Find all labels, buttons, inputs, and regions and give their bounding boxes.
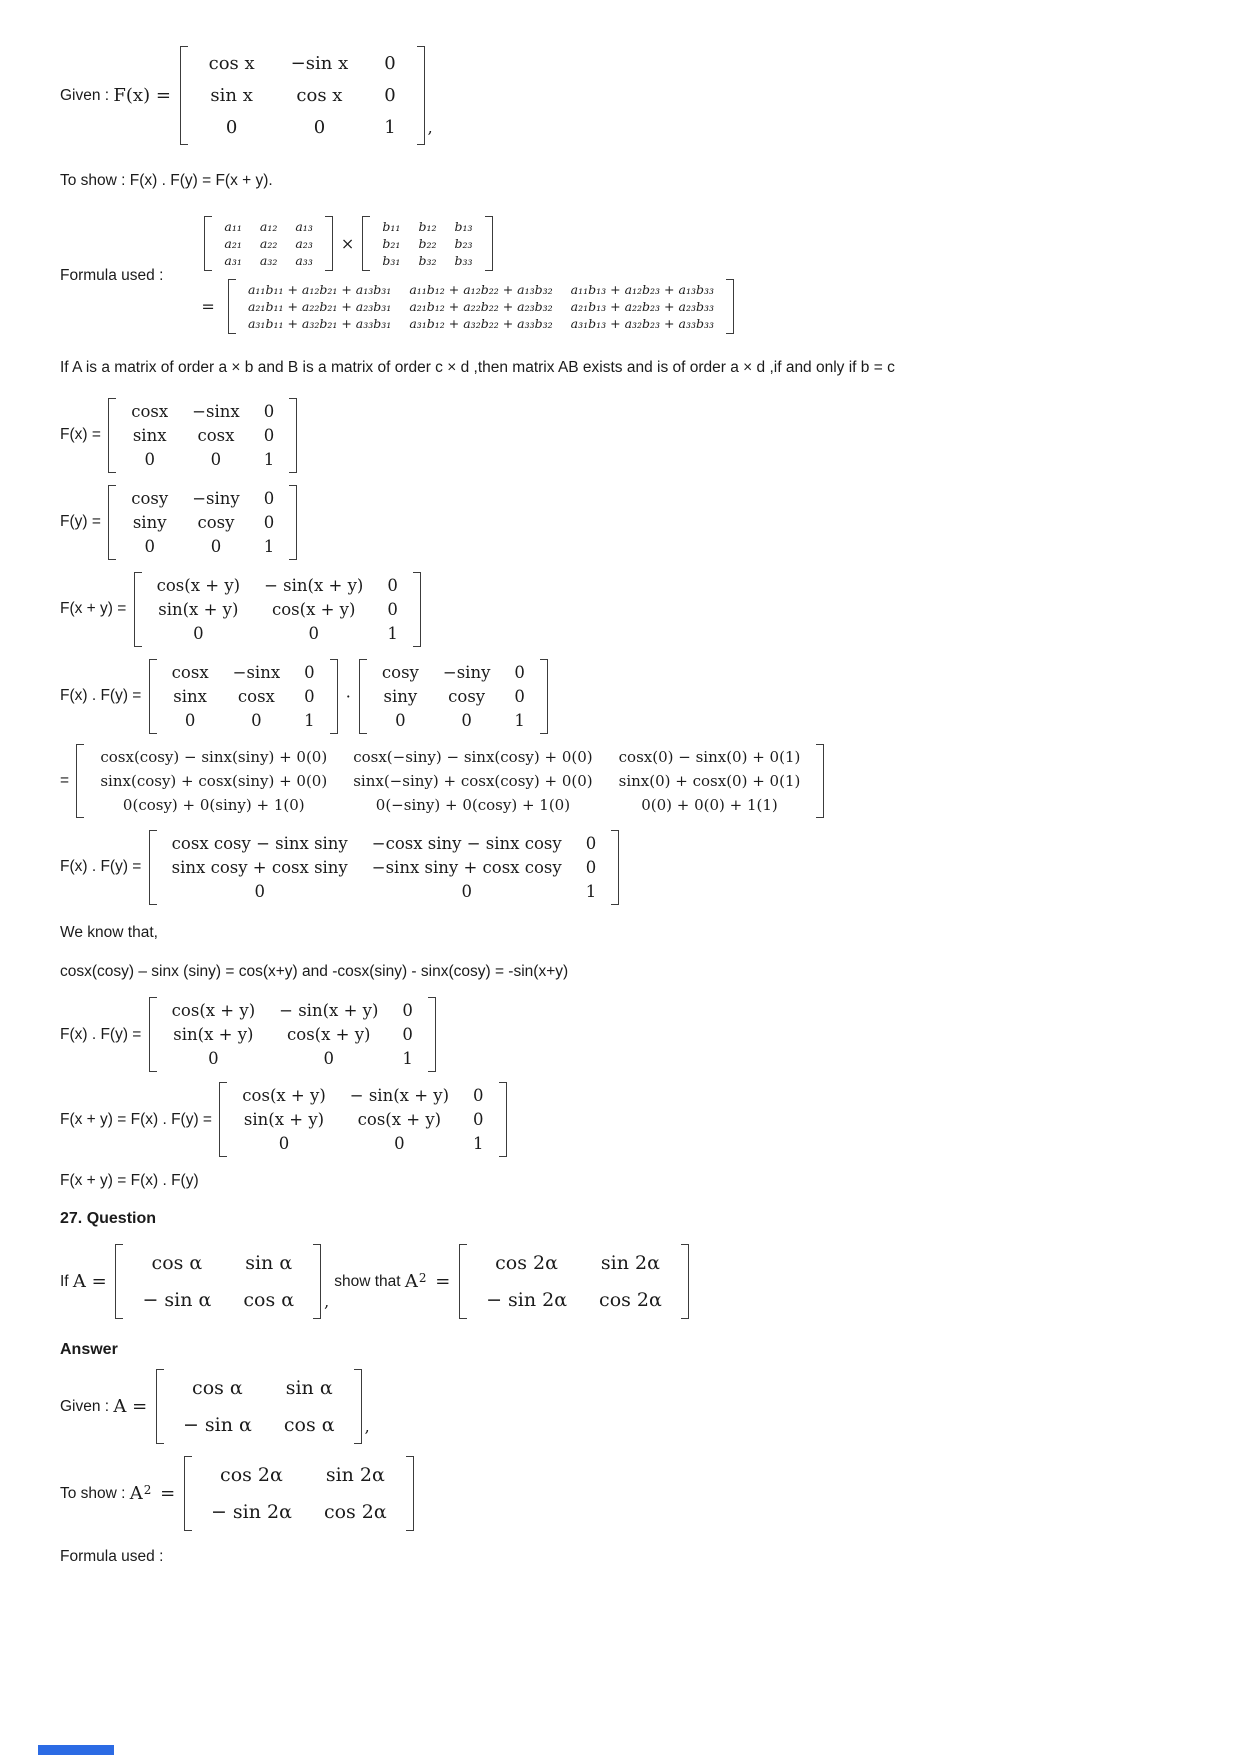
matrix-cell: 0 — [585, 857, 597, 877]
matrix-cell: 0 — [144, 449, 155, 469]
matrix-right-bracket — [681, 1244, 689, 1319]
matrix-left-bracket — [359, 659, 367, 734]
equation-given-a — [60, 1369, 1182, 1444]
equation-text: F(x) . F(y) = — [60, 687, 146, 704]
matrix — [149, 997, 436, 1072]
matrix-cells — [188, 46, 417, 145]
matrix-cell: −siny — [192, 488, 240, 508]
matrix-cell: cos α — [283, 1414, 335, 1437]
to-show-line: To show : F(x) . F(y) = F(x + y). — [60, 172, 273, 189]
equation-text: To show : — [60, 1484, 130, 1502]
matrix-cells — [157, 659, 330, 734]
matrix-cell: 0(0) + 0(0) + 1(1) — [641, 795, 778, 814]
matrix-cell: sin x — [210, 85, 253, 106]
equation-matrix-product-definition — [201, 216, 737, 271]
matrix-cell: cos x — [296, 85, 343, 106]
answer-heading: Answer — [60, 1341, 118, 1359]
matrix-cell: 1 — [402, 1049, 413, 1068]
matrix-cell: 0 — [473, 1110, 484, 1129]
trig-identity-line: cosx(cosy) – sinx (siny) = cos(x+y) and -cosx(siny) - sinx(cosy) = -sin(x+y) — [60, 962, 569, 980]
matrix — [156, 1369, 362, 1444]
matrix-right-bracket — [485, 216, 493, 271]
superscript: 2 — [418, 1270, 427, 1285]
equation-expanded-product — [60, 744, 1182, 818]
matrix-cells — [157, 830, 612, 905]
matrix-cell: cos α — [243, 1289, 295, 1312]
equation-text: A = — [72, 1271, 113, 1293]
matrix-cell: cos(x + y) — [287, 1025, 371, 1044]
matrix-cell: a₁₁b₁₂ + a₁₂b₂₂ + a₁₃b₃₂ — [409, 282, 553, 298]
matrix-cell: sin α — [245, 1252, 293, 1275]
matrix-cell: 0 — [208, 1049, 219, 1068]
matrix-cell: 0 — [254, 881, 265, 901]
formula-used-label-2: Formula used : — [60, 1548, 164, 1566]
matrix-cell: sinx(−siny) + cosx(cosy) + 0(0) — [353, 771, 593, 790]
matrix-cell: sinx — [132, 425, 167, 445]
matrix-cell: −siny — [442, 662, 491, 682]
question-27-heading: 27. Question — [60, 1210, 157, 1228]
matrix-left-bracket — [76, 744, 84, 818]
matrix-cells — [123, 1244, 313, 1319]
equation-text: Given : — [60, 86, 114, 104]
next-section-blue-bar — [38, 1745, 114, 1755]
matrix-cell: − sin 2α — [210, 1501, 292, 1524]
matrix-cell: cos(x + y) — [357, 1110, 442, 1129]
matrix-cell: cosy — [448, 686, 486, 706]
matrix-cell: − sin(x + y) — [279, 1001, 379, 1020]
matrix — [459, 1244, 689, 1319]
equation-text: A — [129, 1483, 143, 1505]
matrix-cell: 0 — [514, 662, 525, 682]
matrix-cell: cosx — [197, 425, 235, 445]
matrix-cell: sinx(cosy) + cosx(siny) + 0(0) — [100, 771, 328, 790]
formula-used-block — [60, 216, 1182, 334]
matrix-cell: cos(x + y) — [156, 575, 241, 595]
matrix-cell: a₂₃ — [295, 236, 313, 252]
matrix-cell: a₂₁ — [224, 236, 242, 252]
matrix-cell: 0 — [384, 53, 396, 74]
matrix-right-bracket — [540, 659, 548, 734]
equation-text: If — [60, 1272, 73, 1290]
matrix-cell: 0 — [323, 1049, 335, 1068]
matrix-cells — [212, 216, 324, 271]
equation-conclusion-full — [60, 1082, 1182, 1157]
matrix-cell: −sinx — [192, 401, 240, 421]
matrix-cell: 0 — [387, 575, 398, 595]
conclusion-line: F(x + y) = F(x) . F(y) — [60, 1172, 199, 1189]
matrix-cell: − sin(x + y) — [349, 1086, 450, 1105]
equation-text: = — [60, 771, 74, 789]
matrix-left-bracket — [149, 830, 157, 905]
equation-fxfy-final — [60, 997, 1182, 1072]
equation-text: = — [154, 1483, 181, 1505]
matrix-cells — [84, 744, 816, 818]
matrix-cell: 1 — [304, 710, 315, 730]
equation-text: show that — [334, 1272, 405, 1290]
matrix-cell: b₂₁ — [382, 236, 401, 252]
matrix-cell: cosx — [131, 401, 169, 421]
matrix-cell: a₃₁b₁₂ + a₃₂b₂₂ + a₃₃b₃₂ — [409, 316, 553, 332]
matrix-cell: 0 — [585, 833, 597, 853]
matrix-cell: b₁₂ — [418, 219, 437, 235]
matrix-cell: 0 — [184, 710, 196, 730]
matrix-cell: 0 — [193, 623, 204, 643]
matrix-cell: a₃₂ — [259, 253, 278, 269]
matrix-cell: sin 2α — [325, 1464, 385, 1487]
matrix-left-bracket — [156, 1369, 164, 1444]
matrix-cell: sinx(0) + cosx(0) + 0(1) — [618, 771, 801, 790]
equation-fx-plus-y — [60, 572, 1182, 647]
matrix-cell: −sinx siny + cosx cosy — [371, 857, 562, 877]
matrix-cell: a₁₁b₁₁ + a₁₂b₂₁ + a₁₃b₃₁ — [247, 282, 392, 298]
matrix-cell: 0 — [308, 623, 319, 643]
matrix-cell: 0 — [225, 117, 238, 138]
matrix-cell: 0 — [263, 425, 275, 445]
equation-text: F(x) = — [60, 426, 106, 443]
matrix-cell: b₃₃ — [454, 253, 473, 269]
matrix-cells — [192, 1456, 406, 1531]
matrix-cell: 0(cosy) + 0(siny) + 1(0) — [122, 795, 305, 814]
matrix-cell: cosx — [171, 662, 209, 682]
matrix-cells — [157, 997, 428, 1072]
matrix-cell: siny — [132, 512, 167, 532]
matrix-right-bracket — [413, 572, 421, 647]
matrix-cell: −sinx — [232, 662, 281, 682]
matrix-cell: − sin(x + y) — [264, 575, 364, 595]
matrix-right-bracket — [726, 279, 734, 334]
equation-text: , — [324, 1292, 335, 1312]
matrix-left-bracket — [115, 1244, 123, 1319]
matrix-right-bracket — [499, 1082, 507, 1157]
matrix — [228, 279, 734, 334]
matrix-cell: 1 — [263, 536, 275, 556]
matrix-cell: 0 — [263, 488, 275, 508]
matrix-cell: a₁₁b₁₃ + a₁₂b₂₃ + a₁₃b₃₃ — [570, 282, 714, 298]
matrix-cell: b₁₃ — [454, 219, 473, 235]
matrix-cell: a₃₁b₁₃ + a₃₂b₂₃ + a₃₃b₃₃ — [570, 316, 714, 332]
matrix-cell: − sin α — [182, 1414, 252, 1437]
matrix-cell: 0 — [263, 512, 275, 532]
matrix-cell: 0 — [210, 536, 222, 556]
matrix-cell: a₃₃ — [295, 253, 313, 269]
matrix-left-bracket — [149, 659, 157, 734]
matrix-cell: cos 2α — [599, 1289, 662, 1312]
matrix-cell: b₃₁ — [382, 253, 401, 269]
equation-question-27 — [60, 1244, 1182, 1319]
matrix-cell: sinx — [173, 686, 207, 706]
matrix-cell: 0 — [251, 710, 262, 730]
matrix-cell: b₂₃ — [454, 236, 473, 252]
equation-text: F(x + y) = — [60, 600, 131, 617]
matrix-cell: 0 — [384, 85, 396, 106]
we-know-that-line: We know that, — [60, 923, 158, 941]
matrix-cell: 1 — [514, 710, 525, 730]
matrix-cell: sin 2α — [600, 1252, 660, 1275]
equation-text: F(x) . F(y) = — [60, 858, 146, 875]
matrix-cells — [227, 1082, 498, 1157]
matrix — [149, 659, 338, 734]
equation-text: A — [404, 1271, 418, 1293]
matrix-cell: a₃₁ — [224, 253, 242, 269]
matrix-cell: sinx cosy + cosx siny — [171, 857, 348, 877]
equation-text: = — [201, 297, 225, 317]
matrix — [76, 744, 824, 818]
matrix — [219, 1082, 506, 1157]
matrix-cell: 0 — [402, 1001, 413, 1020]
matrix-cell: cos 2α — [495, 1252, 558, 1275]
matrix-right-bracket — [816, 744, 824, 818]
matrix-cell: 0 — [395, 710, 406, 730]
equation-text: F(y) = — [60, 513, 106, 530]
matrix-right-bracket — [313, 1244, 321, 1319]
matrix-cell: a₂₁b₁₁ + a₂₂b₂₁ + a₂₃b₃₁ — [247, 299, 392, 315]
matrix-cell: 0 — [514, 686, 525, 706]
matrix-cell: 0 — [210, 449, 222, 469]
superscript: 2 — [143, 1482, 152, 1497]
matrix — [180, 46, 425, 145]
equation-combined-product — [60, 830, 1182, 905]
matrix-cell: sin(x + y) — [173, 1025, 254, 1044]
matrix-cell: a₂₁b₁₃ + a₂₂b₂₃ + a₂₃b₃₃ — [570, 299, 714, 315]
matrix-cell: 0 — [387, 599, 398, 619]
matrix-cell: b₁₁ — [382, 219, 401, 235]
equation-fx-times-fy — [60, 659, 1182, 734]
matrix-cell: sin(x + y) — [158, 599, 239, 619]
matrix — [134, 572, 421, 647]
equation-text: F(x) = — [113, 85, 177, 106]
matrix — [115, 1244, 321, 1319]
matrix-cell: cos(x + y) — [242, 1086, 326, 1105]
matrix-cells — [370, 216, 484, 271]
matrix-cell: cos(x + y) — [271, 599, 356, 619]
matrix-left-bracket — [108, 398, 116, 473]
matrix-left-bracket — [219, 1082, 227, 1157]
equation-text: A = — [113, 1396, 153, 1418]
matrix — [359, 659, 548, 734]
matrix-cell: cosy — [381, 662, 419, 682]
matrix-right-bracket — [354, 1369, 362, 1444]
matrix-cell: 0 — [394, 1134, 405, 1153]
matrix — [108, 398, 297, 473]
matrix-cell: b₃₂ — [418, 253, 437, 269]
matrix-cell: cos α — [192, 1377, 243, 1400]
matrix-cell: −sin x — [290, 53, 349, 74]
matrix-cell: 1 — [384, 117, 396, 138]
matrix-cell: 0 — [263, 401, 275, 421]
matrix-cell: 0 — [304, 662, 315, 682]
matrix-right-bracket — [417, 46, 425, 145]
matrix-cell: 0 — [144, 536, 155, 556]
matrix-cell: 1 — [585, 881, 597, 901]
matrix-cell: a₃₁b₁₁ + a₃₂b₂₁ + a₃₃b₃₁ — [247, 316, 392, 332]
matrix-cell: sin α — [285, 1377, 333, 1400]
matrix-cell: − sin α — [142, 1289, 212, 1312]
matrix-cell: a₂₁b₁₂ + a₂₂b₂₂ + a₂₃b₃₂ — [409, 299, 553, 315]
matrix-cell: a₁₃ — [295, 219, 313, 235]
matrix-cells — [116, 398, 289, 473]
matrix-cell: cosx — [237, 686, 275, 706]
matrix — [184, 1456, 414, 1531]
matrix-cell: 1 — [387, 623, 398, 643]
matrix-cell: −cosx siny − sinx cosy — [371, 833, 562, 853]
matrix-right-bracket — [428, 997, 436, 1072]
matrix-left-bracket — [228, 279, 236, 334]
matrix-cell: cosy — [197, 512, 235, 532]
matrix-left-bracket — [149, 997, 157, 1072]
matrix-cells — [142, 572, 413, 647]
matrix-right-bracket — [330, 659, 338, 734]
matrix-order-rule: If A is a matrix of order a × b and B is a matrix of order c × d ,then matrix AB exists and is of order a × d ,if and only if b = c — [60, 359, 895, 377]
matrix-cells — [164, 1369, 354, 1444]
matrix-cell: cos(x + y) — [171, 1001, 256, 1020]
matrix-cell: 1 — [263, 449, 275, 469]
matrix-cells — [467, 1244, 681, 1319]
matrix-cell: siny — [383, 686, 418, 706]
matrix-cell: cosx cosy − sinx siny — [171, 833, 348, 853]
matrix-cell: cos x — [208, 53, 255, 74]
matrix-cell: 0 — [402, 1025, 413, 1044]
matrix-right-bracket — [406, 1456, 414, 1531]
matrix-cell: cos 2α — [323, 1501, 387, 1524]
formula-used-equations — [201, 216, 737, 334]
matrix-right-bracket — [289, 398, 297, 473]
matrix — [108, 485, 297, 560]
equation-text: × — [335, 234, 360, 254]
equation-text: F(x + y) = F(x) . F(y) = — [60, 1110, 217, 1128]
equation-given-fx — [60, 46, 1182, 145]
equation-text: , — [427, 118, 433, 137]
matrix-cell: a₂₂ — [259, 236, 278, 252]
matrix-cell: 0 — [473, 1086, 484, 1105]
matrix-cell: cosx(0) − sinx(0) + 0(1) — [618, 747, 801, 766]
matrix-cell: cos α — [151, 1252, 203, 1275]
equation-text: Given : — [60, 1397, 114, 1415]
matrix-cell: cosx(cosy) − sinx(siny) + 0(0) — [100, 747, 328, 766]
matrix-cell: − sin 2α — [486, 1289, 568, 1312]
matrix-cell: cosy — [131, 488, 169, 508]
equation-text: = — [429, 1271, 457, 1293]
matrix-cell: 0 — [461, 710, 472, 730]
matrix-left-bracket — [184, 1456, 192, 1531]
matrix-cell: 0 — [461, 881, 472, 901]
equation-fx — [60, 398, 1182, 473]
matrix-left-bracket — [134, 572, 142, 647]
equation-text: , — [364, 1417, 370, 1437]
matrix — [149, 830, 620, 905]
matrix-cell: 0 — [278, 1134, 290, 1153]
matrix-cells — [116, 485, 289, 560]
equation-fy — [60, 485, 1182, 560]
equation-matrix-product-result — [201, 279, 737, 334]
matrix-cell: a₁₁ — [224, 219, 242, 235]
matrix-right-bracket — [325, 216, 333, 271]
matrix-left-bracket — [204, 216, 212, 271]
matrix-cell: cosx(−siny) − sinx(cosy) + 0(0) — [353, 747, 593, 766]
matrix-left-bracket — [108, 485, 116, 560]
matrix-cell: 0(−siny) + 0(cosy) + 1(0) — [375, 795, 571, 814]
matrix-right-bracket — [289, 485, 297, 560]
matrix-cell: cos 2α — [220, 1464, 283, 1487]
matrix-cell: b₂₂ — [418, 236, 437, 252]
matrix-left-bracket — [180, 46, 188, 145]
matrix-cell: 1 — [473, 1134, 484, 1153]
matrix-left-bracket — [459, 1244, 467, 1319]
matrix — [362, 216, 492, 271]
matrix — [204, 216, 332, 271]
matrix-cell: 0 — [313, 117, 326, 138]
matrix-cell: 0 — [304, 686, 315, 706]
equation-text: F(x) . F(y) = — [60, 1025, 146, 1043]
matrix-cell: sin(x + y) — [243, 1110, 325, 1129]
matrix-cell: a₁₂ — [259, 219, 278, 235]
matrix-right-bracket — [611, 830, 619, 905]
formula-used-label: Formula used : — [60, 266, 164, 284]
equation-to-show-a-squared — [60, 1456, 1182, 1531]
matrix-left-bracket — [362, 216, 370, 271]
matrix-cells — [367, 659, 540, 734]
equation-text: · — [340, 686, 356, 706]
matrix-cells — [236, 279, 726, 334]
